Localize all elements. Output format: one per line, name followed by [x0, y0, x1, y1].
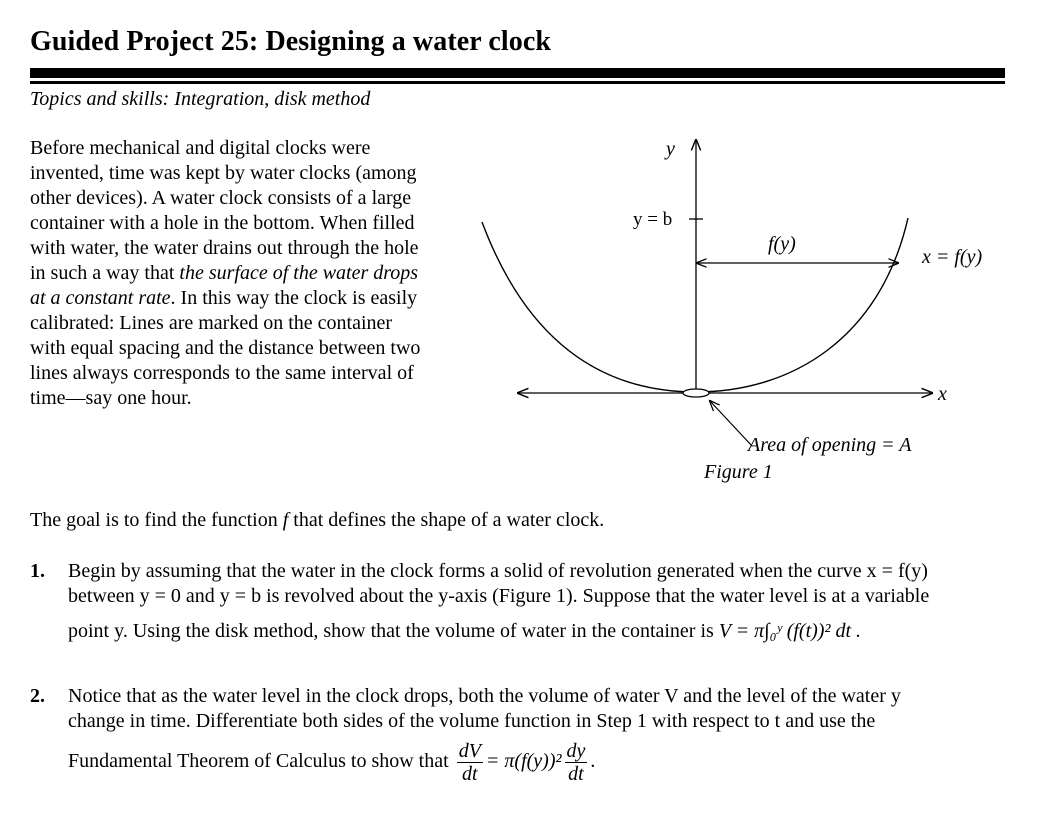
level-label: y = b	[633, 209, 673, 230]
intro-emphasis: at a constant rate	[30, 287, 171, 309]
figure-caption: Figure 1	[704, 461, 773, 483]
step-line: between y = 0 and y = b is revolved about the y-axis (Figure 1). Suppose that the water level is at a variable	[68, 585, 930, 607]
step-line: change in time. Differentiate both sides of the volume function in Step 1 with respect to t and use the	[68, 710, 876, 732]
step-1	[30, 559, 1030, 649]
x-axis-label: x	[938, 383, 947, 405]
step-number: 1.	[30, 560, 45, 582]
dy-dt-fraction: $\frac{dy}{dt}$	[566, 740, 586, 785]
dv-dt-fraction: $\frac{dV}{dt}$	[458, 740, 481, 785]
intro-line: time—say one hour.	[30, 387, 192, 409]
intro-emphasis: the surface of the water drops	[179, 262, 419, 284]
y-axis-label: y	[666, 138, 675, 160]
opening-label: Area of opening = A	[748, 434, 912, 456]
radius-label: f(y)	[768, 233, 796, 255]
opening-pointer	[710, 401, 752, 446]
step-line: Notice that as the water level in the clock drops, both the volume of water V and the level of the water y	[68, 685, 901, 707]
curve-label: x = f(y)	[922, 246, 983, 268]
volume-formula: V = π∫₀ʸ (f(t))² dt .	[718, 620, 862, 642]
figure-1-diagram	[470, 130, 1010, 500]
intro-line: with water, the water drains out through the hole	[30, 237, 419, 259]
intro-line: calibrated: Lines are marked on the container	[30, 312, 393, 334]
intro-line: lines always corresponds to the same interval of	[30, 362, 414, 384]
page-title: Guided Project 25: Designing a water clock	[30, 26, 552, 57]
intro-line: in such a way that the surface of the water drops	[30, 262, 419, 284]
rate-formula-middle: = π(f(y))²	[485, 750, 562, 773]
intro-line: other devices). A water clock consists of a large	[30, 187, 412, 209]
container-curve	[482, 218, 908, 392]
step-2	[30, 684, 1030, 794]
topics-subtitle: Topics and skills: Integration, disk method	[30, 88, 371, 110]
step-line: Begin by assuming that the water in the clock forms a solid of revolution generated when the curve x = f(y)	[68, 560, 928, 582]
intro-line: container with a hole in the bottom. When filled	[30, 212, 415, 234]
intro-line: at a constant rate. In this way the clock is easily	[30, 287, 418, 309]
step-number: 2.	[30, 685, 45, 707]
title-rule-thin	[30, 81, 1005, 84]
intro-paragraph	[30, 136, 470, 411]
title-rule-thick	[30, 68, 1005, 78]
goal-statement: The goal is to find the function f that defines the shape of a water clock.	[30, 509, 605, 531]
step-line: point y. Using the disk method, show that the volume of water in the container is V = π∫₀ʸ (f(t))² dt .	[68, 620, 862, 642]
step-line: Fundamental Theorem of Calculus to show that $\frac{dV}{dt}$ = π(f(y))² $\frac{dy}{dt}$ .	[68, 740, 596, 785]
opening-hole	[683, 389, 709, 397]
intro-line: Before mechanical and digital clocks were	[30, 137, 371, 159]
intro-line: invented, time was kept by water clocks (among	[30, 162, 417, 184]
intro-line: with equal spacing and the distance between two	[30, 337, 421, 359]
